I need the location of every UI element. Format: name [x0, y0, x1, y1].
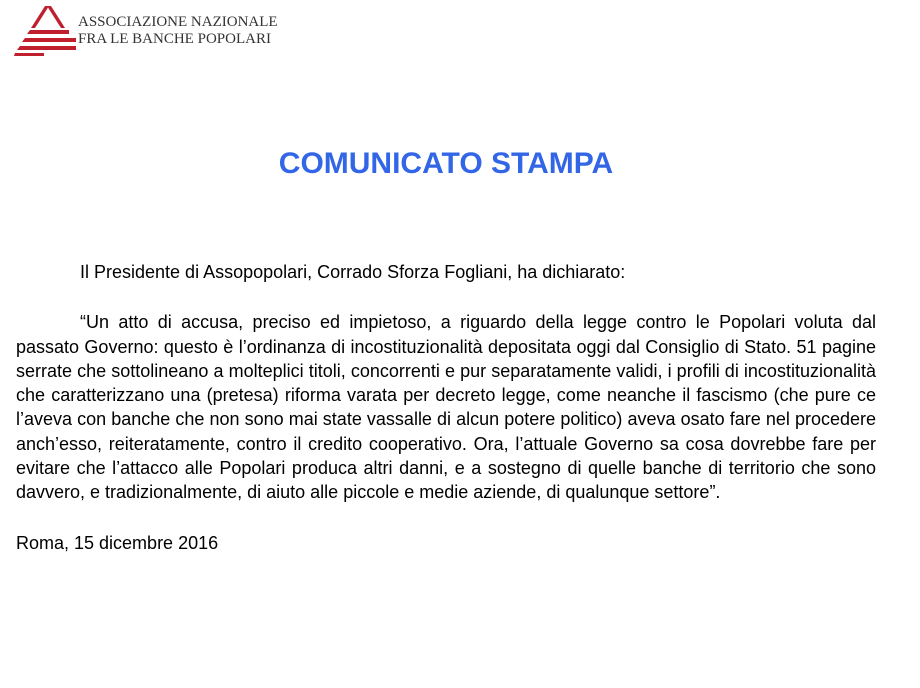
assopopolari-logo-icon — [14, 4, 76, 56]
org-name-line-2: FRA LE BANCHE POPOLARI — [78, 31, 271, 47]
intro-paragraph: Il Presidente di Assopopolari, Corrado Sforza Fogliani, ha dichiarato: — [80, 262, 626, 282]
quote-paragraph: “Un atto di accusa, preciso ed impietoso, a riguardo della legge contro le Popolari voluta dal passato Governo: questo è l’ordinanza di incostituzionalità depositata oggi dal Consiglio di Stato. 51 pagine serrate che sottolineano a molteplici titoli, concorrenti e pur separatamente validi, i profili di incostituzionalità che caratterizzano una (pretesa) riforma varata per decreto legge, come neanche il fascismo (che pure ce l’aveva con banche che non sono mai state vassalle di alcun potere politico) aveva osato fare nel procedere anch’esso, reiteratamente, contro il credito cooperativo. Ora, l’attuale Governo sa cosa dovrebbe fare per evitare che l’attacco alle Popolari produca altri danni, e a sostegno di quelle banche di territorio che sono davvero, e tradizionalmente, di aiuto alle piccole e medie aziende, di qualunque settore”. — [16, 312, 876, 503]
letterhead — [14, 4, 278, 56]
press-release-body — [16, 260, 876, 555]
dateline: Roma, 15 dicembre 2016 — [16, 532, 219, 553]
org-name-line-1: ASSOCIAZIONE NAZIONALE — [78, 14, 278, 30]
org-name — [78, 12, 278, 48]
page-title: COMUNICATO STAMPA — [278, 147, 614, 180]
